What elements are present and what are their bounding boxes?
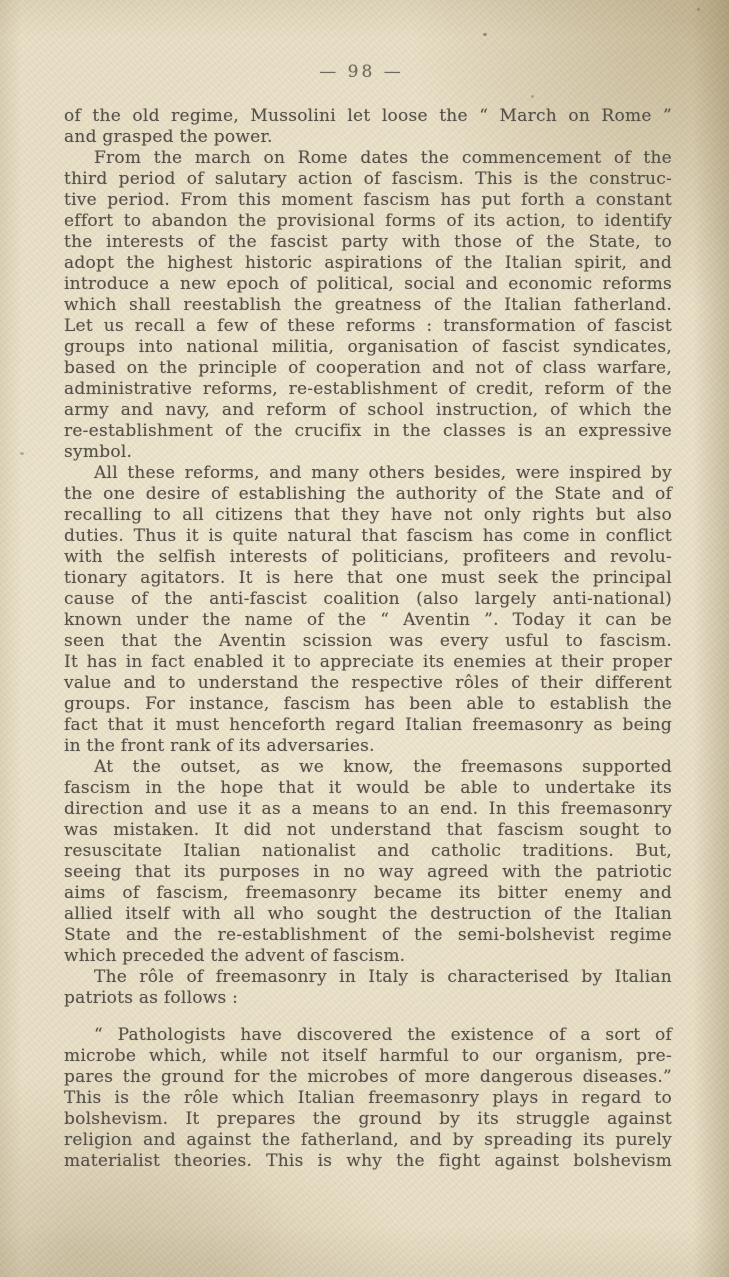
text-line: the one desire of establishing the authority of the State and of — [64, 484, 672, 504]
text-line: tive period. From this moment fascism has put forth a constant — [64, 190, 672, 210]
text-line: introduce a new epoch of political, social and economic reforms — [64, 274, 672, 294]
text-line: microbe which, while not itself harmful to our organism, pre- — [64, 1046, 672, 1066]
paper-speck — [697, 8, 700, 11]
paragraph — [64, 106, 672, 148]
text-line: recalling to all citizens that they have not only rights but also — [64, 505, 672, 525]
text-line: with the selfish interests of politicians, profiteers and revolu- — [64, 547, 672, 567]
text-line: cause of the anti-fascist coalition (also largely anti-national) — [64, 589, 672, 609]
paper-speck — [483, 33, 487, 36]
text-line: allied itself with all who sought the destruction of the Italian — [64, 904, 672, 924]
page-number-header: — 98 — — [319, 62, 404, 82]
paragraph — [64, 1025, 672, 1172]
text-line: duties. Thus it is quite natural that fascism has come in conflict — [64, 526, 672, 546]
text-line: It has in fact enabled it to appreciate its enemies at their proper — [64, 652, 672, 672]
text-line: which preceded the advent of fascism. — [64, 946, 406, 966]
text-line: patriots as follows : — [64, 988, 239, 1008]
text-line: and grasped the power. — [64, 127, 273, 147]
paper-speck — [531, 95, 534, 98]
text-line: groups. For instance, fascism has been able to establish the — [64, 694, 672, 714]
text-line: value and to understand the respective rôles of their different — [64, 673, 672, 693]
text-line: seeing that its purposes in no way agreed with the patriotic — [64, 862, 672, 882]
text-line: the interests of the fascist party with those of the State, to — [64, 232, 672, 252]
text-line: adopt the highest historic aspirations of the Italian spirit, and — [64, 253, 672, 273]
text-line: resuscitate Italian nationalist and catholic traditions. But, — [64, 841, 672, 861]
text-line: Let us recall a few of these reforms : transformation of fascist — [64, 316, 672, 336]
text-line: This is the rôle which Italian freemasonry plays in regard to — [64, 1088, 672, 1108]
text-line: At the outset, as we know, the freemasons supported — [94, 757, 672, 777]
paper-speck — [20, 452, 24, 455]
text-line: bolshevism. It prepares the ground by its struggle against — [64, 1109, 672, 1129]
text-line: groups into national militia, organisation of fascist syndicates, — [64, 337, 672, 357]
text-line: army and navy, and reform of school instruction, of which the — [64, 400, 672, 420]
text-line: All these reforms, and many others besides, were inspired by — [94, 463, 672, 483]
text-line: State and the re-establishment of the semi-bolshevist regime — [64, 925, 672, 945]
text-line: From the march on Rome dates the commencement of the — [94, 148, 672, 168]
text-line: aims of fascism, freemasonry became its bitter enemy and — [64, 883, 672, 903]
text-line: fascism in the hope that it would be able to undertake its — [64, 778, 672, 798]
text-line: “ Pathologists have discovered the existence of a sort of — [94, 1025, 672, 1045]
text-line: re-establishment of the crucifix in the classes is an expressive — [64, 421, 672, 441]
text-line: based on the principle of cooperation and not of class warfare, — [64, 358, 672, 378]
page-text — [64, 106, 672, 1172]
paragraph — [64, 757, 672, 967]
paragraph — [64, 148, 672, 463]
text-line: direction and use it as a means to an end. In this freemasonry — [64, 799, 672, 819]
text-line: known under the name of the “ Aventin ”. Today it can be — [64, 610, 672, 630]
text-line: administrative reforms, re-establishment of credit, reform of the — [64, 379, 672, 399]
text-line: which shall reestablish the greatness of the Italian fatherland. — [64, 295, 672, 315]
text-line: symbol. — [64, 442, 133, 462]
text-line: in the front rank of its adversaries. — [64, 736, 375, 756]
text-line: effort to abandon the provisional forms of its action, to identify — [64, 211, 672, 231]
text-line: materialist theories. This is why the fight against bolshevism — [64, 1151, 672, 1171]
paragraph — [64, 967, 672, 1009]
text-line: seen that the Aventin scission was every usful to fascism. — [64, 631, 672, 651]
text-line: The rôle of freemasonry in Italy is characterised by Italian — [94, 967, 672, 987]
text-line: third period of salutary action of fascism. This is the construc- — [64, 169, 672, 189]
text-line: fact that it must henceforth regard Italian freemasonry as being — [64, 715, 672, 735]
text-line: religion and against the fatherland, and by spreading its purely — [64, 1130, 672, 1150]
paragraph — [64, 463, 672, 757]
text-line: was mistaken. It did not understand that fascism sought to — [64, 820, 672, 840]
text-line: tionary agitators. It is here that one must seek the principal — [64, 568, 672, 588]
text-line: pares the ground for the microbes of more dangerous diseases.” — [64, 1067, 672, 1087]
text-line: of the old regime, Mussolini let loose the “ March on Rome ” — [64, 106, 672, 126]
